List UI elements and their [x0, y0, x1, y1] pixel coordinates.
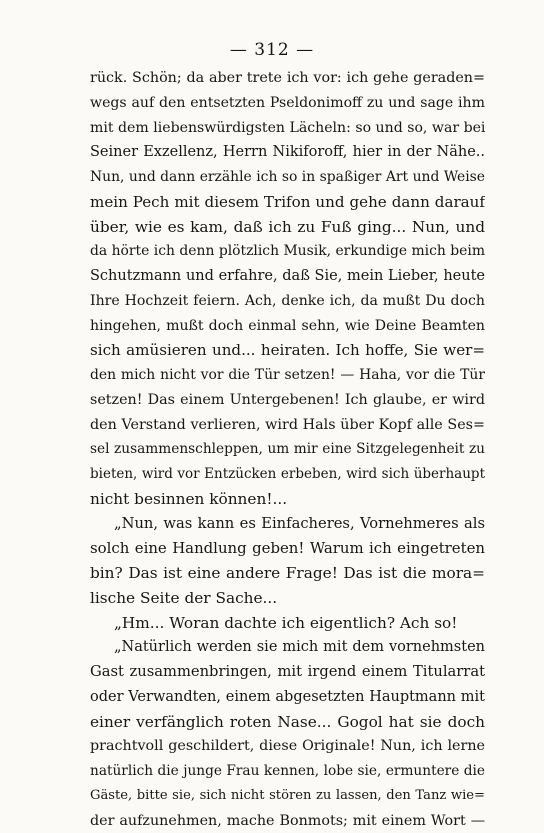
text-line: über, wie es kam, daß ich zu Fuß ging... Nun, und [90, 215, 485, 240]
text-line: lische Seite der Sache... [90, 586, 485, 611]
text-line: bieten, wird vor Entzücken erbeben, wird sich überhaupt [90, 462, 485, 487]
text-line: Schutzmann und erfahre, daß Sie, mein Lieber, heute [90, 264, 485, 289]
text-line: wegs auf den entsetzten Pseldonimoff zu und sage ihm [90, 91, 485, 116]
text-line: oder Verwandten, einem abgesetzten Hauptmann mit [90, 685, 485, 710]
text-line: rück. Schön; da aber trete ich vor: ich gehe geraden= [90, 66, 485, 91]
text-line: mit dem liebenswürdigsten Lächeln: so und so, war bei [90, 116, 485, 141]
text-line: prachtvoll geschildert, diese Originale! Nun, ich lerne [90, 734, 485, 759]
text-line: sich amüsieren und... heiraten. Ich hoffe, Sie wer= [90, 338, 485, 363]
body-text [90, 66, 485, 833]
text-line: da hörte ich denn plötzlich Musik, erkundige mich beim [90, 239, 485, 264]
text-line: „Nun, was kann es Einfacheres, Vornehmeres als [90, 512, 485, 537]
text-line: solch eine Handlung geben! Warum ich eingetreten [90, 536, 485, 561]
text-line: Gast zusammenbringen, mit irgend einem Titularrat [90, 660, 485, 685]
text-line: Seiner Exzellenz, Herrn Nikiforoff, hier in der Nähe.. [90, 140, 485, 165]
text-line: sel zusammenschleppen, um mir eine Sitzgelegenheit zu [90, 437, 485, 462]
text-line: mein Pech mit diesem Trifon und gehe dann darauf [90, 190, 485, 215]
text-line: Ihre Hochzeit feiern. Ach, denke ich, da mußt Du doch [90, 289, 485, 314]
text-line: Nun, und dann erzähle ich so in spaßiger Art und Weise [90, 165, 485, 190]
text-line: Gäste, bitte sie, sich nicht stören zu lassen, den Tanz wie= [90, 784, 485, 809]
text-line: einer verfänglich roten Nase... Gogol hat sie doch [90, 710, 485, 735]
text-line: bin? Das ist eine andere Frage! Das ist die mora= [90, 561, 485, 586]
text-line: hingehen, mußt doch einmal sehn, wie Deine Beamten [90, 314, 485, 339]
text-line: nicht besinnen können!... [90, 487, 485, 512]
text-line: setzen! Das einem Untergebenen! Ich glaube, er wird [90, 388, 485, 413]
text-line: „Natürlich werden sie mich mit dem vornehmsten [90, 635, 485, 660]
text-line: der aufzunehmen, mache Bonmots; mit einem Wort — [90, 809, 485, 833]
page-number: — 312 — [0, 40, 544, 60]
text-line: natürlich die junge Frau kennen, lobe sie, ermuntere die [90, 759, 485, 784]
text-line: „Hm... Woran dachte ich eigentlich? Ach so! [90, 611, 485, 636]
text-line: den mich nicht vor die Tür setzen! — Haha, vor die Tür [90, 363, 485, 388]
text-line: den Verstand verlieren, wird Hals über Kopf alle Ses= [90, 413, 485, 438]
